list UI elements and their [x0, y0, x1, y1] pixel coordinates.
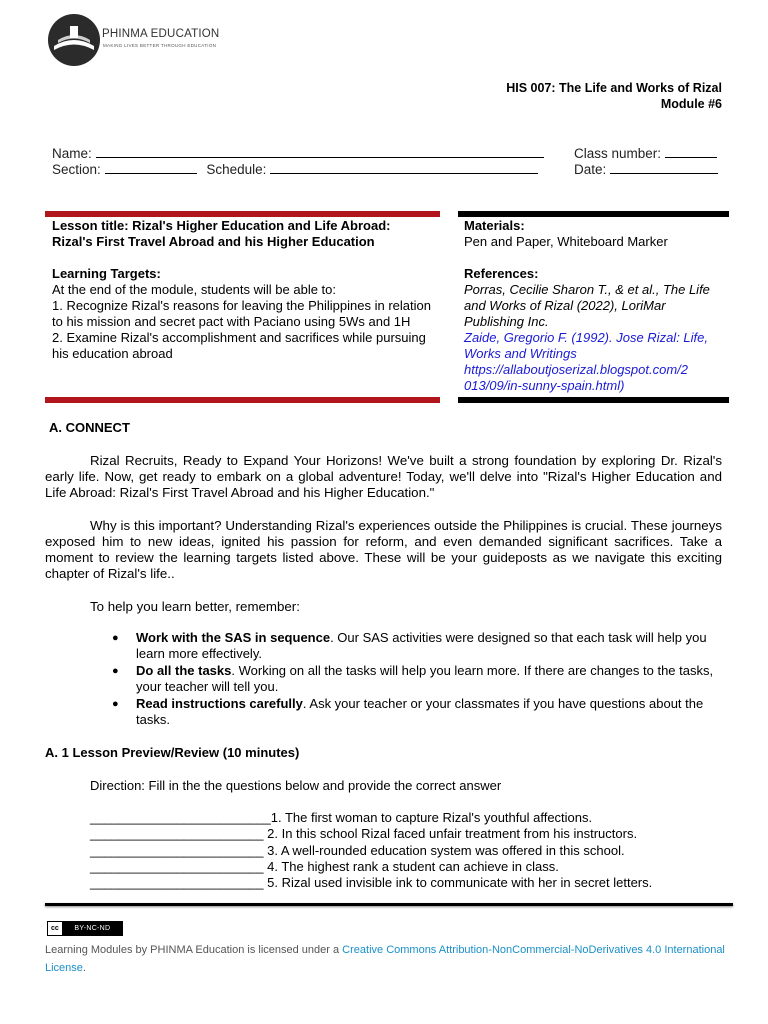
connect-paragraph-3: To help you learn better, remember: [90, 599, 300, 614]
list-item: ● Read instructions carefully. Ask your teacher or your classmates if you have questions about the tasks. [112, 696, 724, 728]
module-number: Module #6 [660, 97, 722, 111]
materials-box [464, 218, 726, 394]
cc-license-badge[interactable] [47, 921, 123, 936]
question-4[interactable]: ________________________ 4. The highest rank a student can achieve in class. [90, 859, 559, 874]
tips-list [112, 630, 724, 729]
reference-3-line2[interactable]: 013/09/in-sunny-spain.html) [464, 378, 625, 393]
name-blank[interactable] [96, 145, 544, 158]
license-text: Learning Modules by PHINMA Education is licensed under a Creative Commons Attribution-NonCommercial-NoDerivatives 4.0 International License. [45, 944, 725, 974]
brand-name: PHINMA EDUCATION [102, 28, 220, 40]
materials-heading: Materials: [464, 218, 525, 233]
reference-2[interactable]: Zaide, Gregorio F. (1992). Jose Rizal: Life, Works and Writings [464, 330, 708, 361]
license-link[interactable]: Creative Commons Attribution-NonCommercial-NoDerivatives 4.0 International License [45, 944, 725, 974]
class-number-field[interactable] [574, 145, 717, 162]
preview-direction: Direction: Fill in the the questions below and provide the correct answer [90, 778, 502, 793]
schedule-label: Schedule: [206, 162, 267, 177]
targets-intro: At the end of the module, students will be able to: [52, 282, 337, 297]
class-number-blank[interactable] [665, 145, 717, 158]
reference-3-line1[interactable]: https://allaboutjoserizal.blogspot.com/2 [464, 362, 689, 377]
connect-paragraph-2: Why is this important? Understanding Rizal's experiences outside the Philippines is crucial. These journeys exposed him to new ideas, ignited his passion for reform, and even demanded significant sacrifices. Take a moment to review the learning targets listed above. These will be your guideposts as we navigate this exciting chapter of Rizal's life.. [45, 518, 722, 581]
materials-items: Pen and Paper, Whiteboard Marker [464, 234, 668, 249]
list-item: ● Do all the tasks. Working on all the tasks will help you learn more. If there are changes to the tasks, your teacher will tell you. [112, 663, 724, 695]
date-label: Date: [574, 162, 607, 177]
connect-heading: A. CONNECT [49, 420, 130, 435]
question-2[interactable]: ________________________ 2. In this school Rizal faced unfair treatment from his instructors. [90, 826, 638, 841]
name-label: Name: [52, 146, 92, 161]
course-title: HIS 007: The Life and Works of Rizal [506, 81, 722, 95]
target-1: 1. Recognize Rizal's reasons for leaving the Philippines in relation to his mission and secret pact with Paciano using 5Ws and 1H [52, 298, 431, 329]
references-heading: References: [464, 266, 539, 281]
lesson-bottom-bar [45, 397, 440, 403]
date-field[interactable] [574, 161, 718, 178]
list-item: ● Work with the SAS in sequence. Our SAS activities were designed so that each task will help you learn more effectively. [112, 630, 724, 662]
learning-targets-heading: Learning Targets: [52, 266, 161, 281]
name-field[interactable] [52, 145, 544, 162]
footer-divider [45, 903, 733, 906]
question-1[interactable]: _________________________1. The first woman to capture Rizal's youthful affections. [90, 810, 593, 825]
connect-paragraph-1: Rizal Recruits, Ready to Expand Your Horizons! We've built a strong foundation by exploring Dr. Rizal's early life. Now, get ready to embark on a global adventure! Today, we'll delve into "Rizal's Higher Education and Life Abroad: Rizal's First Travel Abroad and his Higher Education." [45, 453, 722, 500]
lesson-title: Lesson title: Rizal's Higher Education and Life Abroad: Rizal's First Travel Abroad and his Higher Education [52, 218, 391, 249]
materials-top-bar [458, 211, 729, 217]
date-blank[interactable] [610, 161, 718, 174]
section-field[interactable] [52, 161, 538, 178]
course-header [506, 80, 722, 112]
lesson-box [52, 218, 432, 362]
phinma-logo-icon [46, 12, 102, 68]
schedule-blank[interactable] [270, 161, 538, 174]
target-2: 2. Examine Rizal's accomplishment and sacrifices while pursuing his education abroad [52, 330, 426, 361]
preview-heading: A. 1 Lesson Preview/Review (10 minutes) [45, 745, 300, 760]
question-3[interactable]: ________________________ 3. A well-rounded education system was offered in this school. [90, 843, 625, 858]
lesson-top-bar [45, 211, 440, 217]
question-5[interactable]: ________________________ 5. Rizal used invisible ink to communicate with her in secret letters. [90, 875, 653, 890]
section-blank[interactable] [105, 161, 197, 174]
brand-tagline: MAKING LIVES BETTER THROUGH EDUCATION [103, 43, 217, 48]
section-label: Section: [52, 162, 101, 177]
cc-icon: cc [48, 922, 63, 935]
reference-1: Porras, Cecilie Sharon T., & et al., The Life and Works of Rizal (2022), LoriMar Publishing Inc. [464, 282, 710, 329]
materials-bottom-bar [458, 397, 729, 403]
class-number-label: Class number: [574, 146, 662, 161]
phinma-logo [46, 12, 246, 68]
cc-type: BY-NC-ND [63, 922, 122, 935]
